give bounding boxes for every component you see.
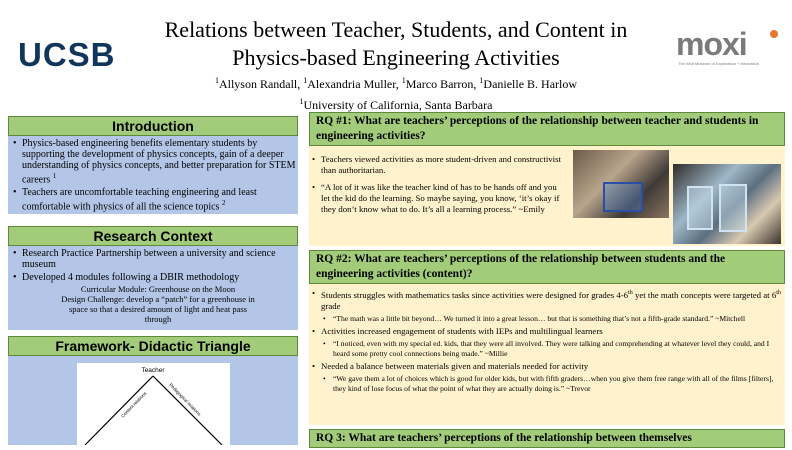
moxi-dot-icon: [770, 30, 778, 38]
ucsb-logo: UCSB: [18, 36, 116, 73]
affiliation: [135, 93, 657, 114]
research-context-panel: [8, 226, 298, 330]
author-1-sup: 1: [214, 76, 219, 85]
title-line-2: Physics-based Engineering Activities: [232, 45, 560, 70]
rq2-panel: [309, 250, 785, 425]
rq3-panel: [309, 429, 785, 445]
moxi-logo: [676, 28, 784, 66]
author-4-sup: 1: [479, 76, 484, 85]
rq2-heading: RQ #2: What are teachers’ perceptions of the relationship between students and the engineering activities (content)?: [309, 250, 785, 284]
research-context-heading: Research Context: [8, 226, 298, 246]
list-item: • “A lot of it was like the teacher kind of has to be hands off and you let the kid do the learning. So maybe saying, you know, ‘it’s okay if they don’t know what to do. It’s all a learning process.” ~Emily: [309, 182, 567, 215]
introduction-bullet-1: Physics-based engineering benefits elementary students by supporting the development of physics concepts, gain of a deeper understanding of physics concepts, and better preparation for STEM careers: [22, 138, 296, 186]
introduction-list: [8, 138, 298, 213]
triangle-top-label: Teacher: [141, 367, 165, 374]
introduction-panel: [8, 116, 298, 214]
list-item: • Research Practice Partnership between a university and science museum: [8, 248, 298, 270]
list-item: [8, 187, 298, 212]
tablet-highlight: [603, 182, 643, 212]
introduction-heading: Introduction: [8, 116, 298, 136]
author-3-sup: 1: [401, 76, 406, 85]
rq1-heading: RQ #1: What are teachers’ perceptions of the relationship between teacher and students in engineering activities?: [309, 112, 785, 146]
list-item: • “I noticed, even with my special ed. kids, that they were all involved. They were talking and comprehending at whatever level they could, and I heard some pretty cool connections being made.” ~Millie: [309, 339, 785, 359]
rq1-panel: [309, 112, 785, 246]
module-line: Curricular Module: Greenhouse on the Moon: [80, 284, 236, 294]
triangle-left-edge: [85, 376, 153, 445]
list-item: [8, 138, 298, 185]
rq3-heading: RQ 3: What are teachers’ perceptions of the relationship between themselves: [309, 429, 785, 448]
triangle-right-edge: [153, 376, 222, 445]
list-item: • Needed a balance between materials given and materials needed for activity: [309, 361, 785, 372]
affiliation-sup: 1: [299, 97, 304, 106]
triangle-diagram: [77, 363, 230, 445]
list-item: [309, 288, 785, 312]
affiliation-text: University of California, Santa Barbara: [303, 98, 493, 112]
poster-title: [135, 16, 657, 72]
rq1-list: [309, 152, 567, 215]
beaker-right: [719, 184, 747, 232]
author-3: Marco Barron,: [405, 77, 480, 91]
classroom-photo-1: [573, 150, 669, 218]
rq2-list: [309, 288, 785, 394]
triangle-left-label: Content relations: [120, 390, 148, 419]
rq2-b1-pre: Students struggles with mathematics tasks since activities were designed for grades 4-6: [321, 289, 629, 300]
moxi-wordmark: moxi: [676, 26, 747, 62]
framework-heading: Framework- Didactic Triangle: [8, 336, 298, 356]
framework-panel: [8, 336, 298, 445]
ordinal-sup: th: [776, 290, 781, 296]
moxi-tagline: The Wolf Museum of Exploration + Innovation: [678, 61, 759, 66]
rq2-b1-mid: yet the math concepts were targeted at 6: [632, 289, 777, 300]
author-1: Allyson Randall,: [218, 77, 304, 91]
didactic-triangle: [77, 363, 230, 445]
list-item: • Teachers viewed activities as more student-driven and constructivist than authoritarian.: [309, 154, 567, 176]
classroom-photo-2: [673, 164, 781, 244]
rq2-b1-post: grade: [321, 300, 341, 311]
author-2: Alexandria Muller,: [307, 77, 402, 91]
list-item: • “The math was a little bit beyond… We turned it into a great lesson… but that is something that’s not a fifth-grade standard.” ~Mitchell: [309, 314, 785, 324]
beaker-left: [687, 186, 713, 230]
challenge-line-1: Design Challenge: develop a “patch” for a greenhouse in: [61, 294, 255, 304]
citation-sup: 2: [221, 199, 226, 208]
author-block: [135, 72, 657, 114]
citation-sup: 1: [52, 172, 57, 180]
author-2-sup: 1: [303, 76, 308, 85]
challenge-line-2: space so that a desired amount of light and heat pass: [69, 304, 247, 314]
title-line-1: Relations between Teacher, Students, and Content in: [164, 17, 628, 42]
author-4: Danielle B. Harlow: [483, 77, 578, 91]
list-item: • Developed 4 modules following a DBIR methodology: [8, 272, 298, 283]
list-item: • “We gave them a lot of choices which is good for older kids, but with fifth graders…when you give them free range with all of the films [filters], they kind of lose focus of what the point of what they are actually doing is.” ~Trevor: [309, 374, 785, 394]
introduction-bullet-2: Teachers are uncomfortable teaching engineering and least comfortable with physics of all the science topics: [22, 187, 257, 213]
list-item: • Activities increased engagement of students with IEPs and multilingual learners: [309, 326, 785, 337]
author-list: [135, 72, 657, 93]
ordinal-sup: th: [628, 290, 633, 296]
research-context-list: [8, 248, 298, 283]
triangle-right-label: Pedagogical relations: [168, 382, 202, 417]
challenge-line-3: through: [144, 314, 172, 324]
